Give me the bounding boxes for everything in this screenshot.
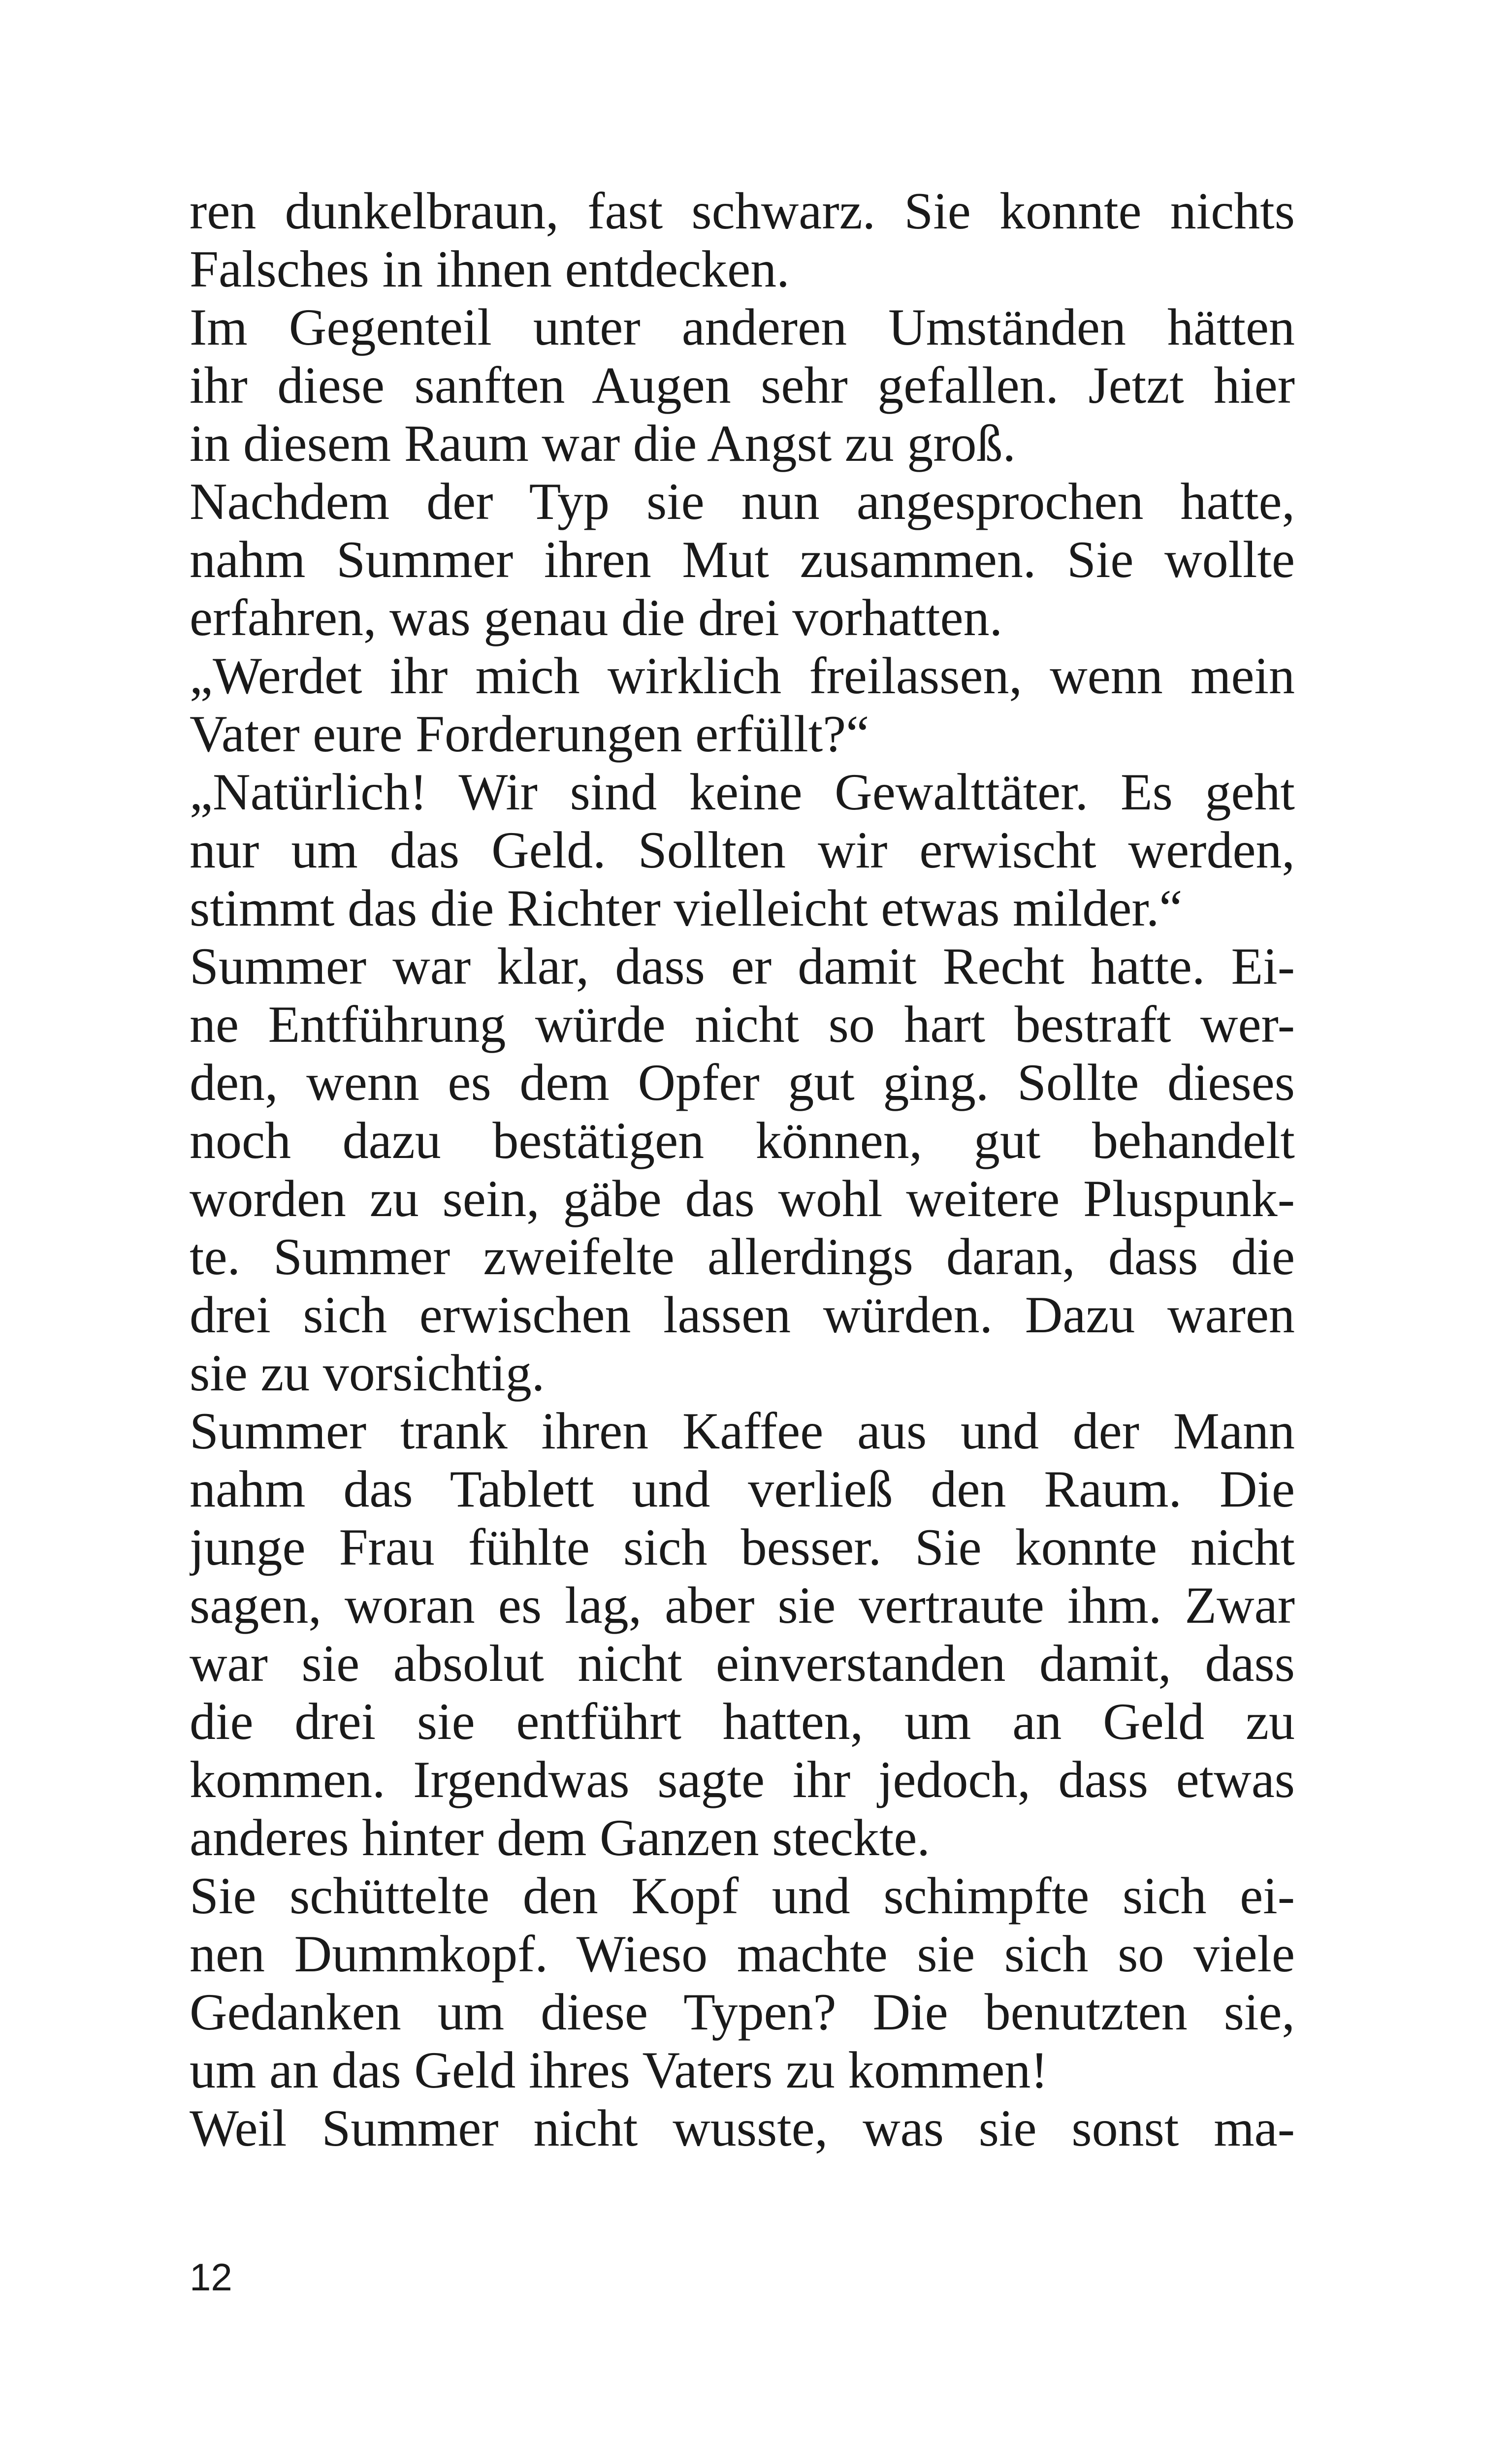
text-line: Im Gegenteil unter anderen Umständen hätten [190,298,1295,356]
text-line: ihr diese sanften Augen sehr gefallen. Jetzt hier [190,356,1295,414]
text-line: nur um das Geld. Sollten wir erwischt werden, [190,821,1295,879]
text-line: in diesem Raum war die Angst zu groß. [190,415,1016,472]
text-line: Vater eure Forderungen erfüllt?“ [190,705,869,763]
text-line: Falsches in ihnen entdecken. [190,240,790,298]
text-line: nen Dummkopf. Wieso machte sie sich so viele [190,1925,1295,1983]
text-line: Summer war klar, dass er damit Recht hatte. Ei- [190,937,1295,995]
text-line: ne Entführung würde nicht so hart bestraft wer- [190,996,1295,1053]
text-line: nahm das Tablett und verließ den Raum. Die [190,1460,1295,1518]
text-line: den, wenn es dem Opfer gut ging. Sollte dieses [190,1054,1295,1111]
page-number: 12 [190,2255,232,2299]
body-text [190,182,1295,2157]
text-line: Sie schüttelte den Kopf und schimpfte sich ei- [190,1867,1295,1925]
text-line: Weil Summer nicht wusste, was sie sonst ma- [190,2099,1295,2157]
text-line: um an das Geld ihres Vaters zu kommen! [190,2041,1048,2099]
text-line: stimmt das die Richter vielleicht etwas milder.“ [190,879,1183,937]
text-line: Nachdem der Typ sie nun angesprochen hatte, [190,473,1295,530]
text-line: nahm Summer ihren Mut zusammen. Sie wollte [190,531,1295,588]
text-line: junge Frau fühlte sich besser. Sie konnte nicht [190,1518,1295,1576]
text-line: kommen. Irgendwas sagte ihr jedoch, dass etwas [190,1751,1295,1808]
text-line: te. Summer zweifelte allerdings daran, dass die [190,1228,1295,1286]
text-line: „Natürlich! Wir sind keine Gewalttäter. Es geht [190,763,1295,821]
text-line: Summer trank ihren Kaffee aus und der Mann [190,1402,1295,1460]
text-line: die drei sie entführt hatten, um an Geld zu [190,1693,1295,1750]
text-line: ren dunkelbraun, fast schwarz. Sie konnte nichts [190,182,1295,240]
text-line: erfahren, was genau die drei vorhatten. [190,589,1003,646]
text-line: drei sich erwischen lassen würden. Dazu waren [190,1286,1295,1344]
text-line: war sie absolut nicht einverstanden damit, dass [190,1635,1295,1692]
text-line: noch dazu bestätigen können, gut behandelt [190,1112,1295,1169]
text-line: anderes hinter dem Ganzen steckte. [190,1809,930,1866]
text-line: worden zu sein, gäbe das wohl weitere Pluspunk- [190,1170,1295,1227]
text-line: sagen, woran es lag, aber sie vertraute ihm. Zwar [190,1576,1295,1634]
text-line: sie zu vorsichtig. [190,1344,545,1402]
text-line: „Werdet ihr mich wirklich freilassen, wenn mein [190,647,1295,705]
text-line: Gedanken um diese Typen? Die benutzten sie, [190,1983,1295,2041]
